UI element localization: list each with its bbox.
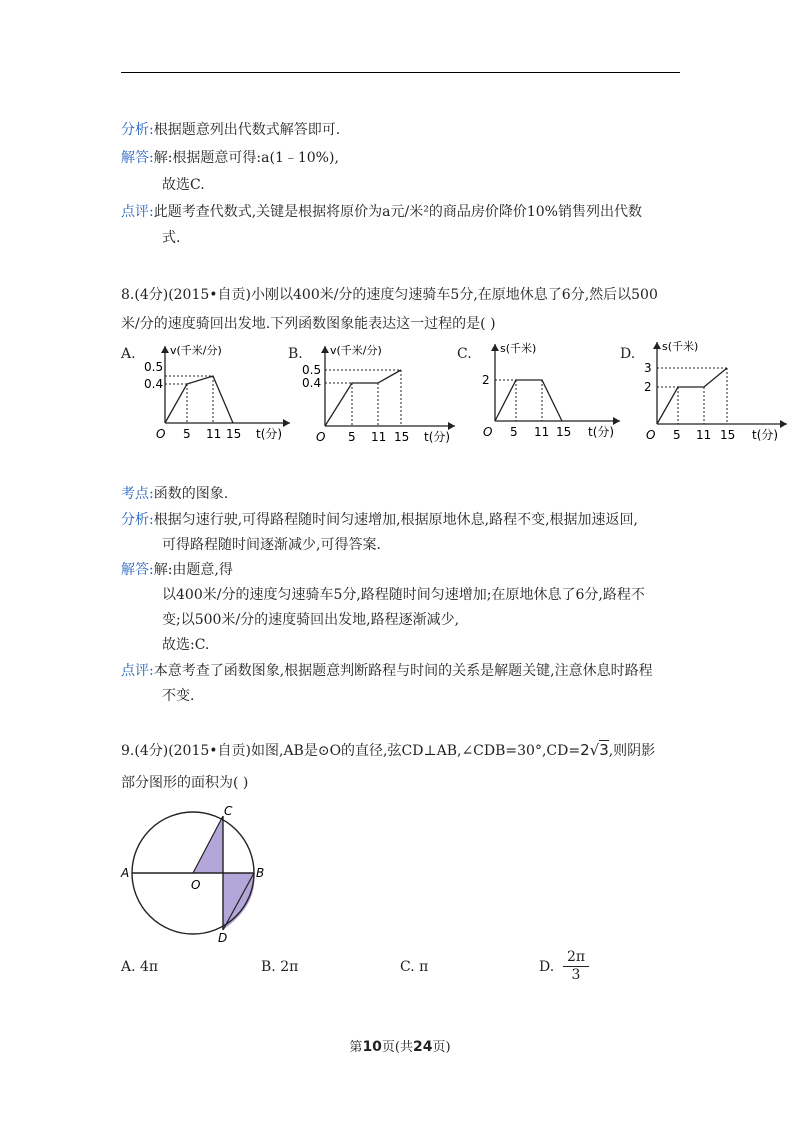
q8-option-a-letter: A. [121,346,136,362]
analysis-text: 根据匀速行驶,可得路程随时间匀速增加,根据原地休息,路程不变,根据加速返回, [153,512,638,528]
d-xtick-2: 11 [696,428,712,442]
q7-answer-choice: 故选C. [162,177,205,193]
c-xtick-3: 15 [556,425,572,439]
q8-option-d-graph [632,336,797,448]
footer-prefix: 第 [349,1040,363,1055]
q7-comment-line [121,202,642,222]
q8-stem-line-2: 米/分的速度骑回出发地.下列函数图象能表达这一过程的是( ) [121,316,496,332]
footer-total: 24 [413,1039,433,1055]
c-ylabel: s(千米) [500,342,537,355]
c-origin: O [483,425,493,439]
q8-answer-choice: 故选:C. [162,637,210,653]
b-ylabel: v(千米/分) [330,344,382,357]
b-xlabel: t(分) [424,430,451,444]
answer-text: 解:根据题意可得:a(1﹣10%), [153,150,339,166]
b-ytick-1: 0.5 [302,363,322,377]
q9-option-a-value: 4π [140,959,159,975]
answer-text: 解:由题意,得 [153,562,233,578]
a-ytick-2: 0.4 [144,377,164,391]
answer-label: 解答: [121,562,154,578]
point-text: 函数的图象. [153,486,229,502]
q9-option-c-value: π [419,959,429,975]
analysis-text: 根据题意列出代数式解答即可. [153,122,341,138]
a-xtick-1: 5 [183,427,191,441]
d-xtick-1: 5 [673,428,681,442]
a-xlabel: t(分) [256,427,283,441]
q7-comment-cont: 式. [162,230,181,246]
q9-option-c [400,957,428,977]
c-ytick-1: 2 [482,373,490,387]
sqrt-expression [580,740,609,759]
d-xlabel: t(分) [752,428,779,442]
q8-stem-line-1: 8.(4分)(2015•自贡)小刚以400米/分的速度匀速骑车5分,在原地休息了6分,然后以500 [121,287,658,303]
q8-analysis-line [121,510,638,530]
b-origin: O [316,430,326,444]
fraction-denominator: 3 [571,967,581,983]
q8-option-a-graph [140,338,300,448]
comment-label: 点评: [121,663,154,679]
footer-mid: 页(共 [381,1040,413,1055]
q8-option-c-graph [470,338,630,448]
a-xtick-2: 11 [206,427,222,441]
sqrt-coefficient: 2 [580,741,590,759]
point-label: 考点: [121,486,154,502]
q9-stem-line-1 [121,740,655,761]
q8-answer-line [121,560,233,580]
analysis-label: 分析: [121,512,154,528]
a-origin: O [156,427,166,441]
a-xtick-3: 15 [226,427,242,441]
comment-text: 此题考查代数式,关键是根据将原价为a元/米²的商品房价降价10%销售列出代数 [153,204,642,220]
b-xtick-3: 15 [394,430,410,444]
q8-analysis-cont: 可得路程随时间逐渐减少,可得答案. [162,537,381,553]
q9-option-b [261,957,298,977]
d-ylabel: s(千米) [662,340,699,353]
q8-option-d-letter: D. [620,346,636,362]
q9-option-a [121,957,158,977]
d-xtick-3: 15 [720,428,736,442]
q9-option-d-fraction [563,949,589,984]
q9-option-c-letter: C. [400,959,415,975]
q9-option-b-value: 2π [280,959,299,975]
label-a: A [121,866,130,880]
c-xlabel: t(分) [588,425,615,439]
a-ylabel: v(千米/分) [170,344,222,357]
q8-comment-line [121,661,653,681]
q8-point-line [121,484,228,504]
q7-answer-line [121,148,339,168]
q9-stem-text-a: 9.(4分)(2015•自贡)如图,AB是⊙O的直径,弦CD⊥AB,∠CDB=30°,CD= [121,743,581,759]
comment-label: 点评: [121,204,154,220]
q8-option-b-letter: B. [288,346,303,362]
label-c: C [224,804,233,818]
q8-answer-line-2: 以400米/分的速度匀速骑车5分,路程随时间匀速增加;在原地休息了6分,路程不 [162,587,645,603]
fraction-numerator: 2π [563,949,589,967]
sqrt-argument: 3 [599,741,609,759]
sqrt-icon: √ [589,741,600,759]
q8-option-b-graph [300,338,470,448]
d-ytick-2: 2 [644,380,652,394]
b-xtick-2: 11 [371,430,387,444]
a-ytick-1: 0.5 [144,360,164,374]
q8-option-c-letter: C. [457,346,472,362]
b-ytick-2: 0.4 [302,376,322,390]
q9-option-d [539,957,554,977]
c-xtick-1: 5 [510,425,518,439]
q9-option-b-letter: B. [261,959,276,975]
answer-label: 解答: [121,150,154,166]
q8-answer-line-3: 变;以500米/分的速度骑回出发地,路程逐渐减少, [162,612,460,628]
label-o: O [191,878,201,892]
q9-circle-figure [118,800,278,950]
q9-option-d-letter: D. [539,959,555,975]
label-d: D [218,931,228,945]
q9-stem-text-b: ,则阴影 [608,743,656,759]
q9-stem-line-2: 部分图形的面积为( ) [121,775,249,791]
q9-option-a-letter: A. [121,959,136,975]
footer-suffix: 页) [432,1040,451,1055]
c-xtick-2: 11 [534,425,550,439]
page-footer [0,1036,800,1055]
d-origin: O [646,428,656,442]
header-rule [121,72,680,73]
d-ytick-1: 3 [644,361,652,375]
q8-comment-cont: 不变. [162,688,195,704]
comment-text: 本意考查了函数图象,根据题意判断路程与时间的关系是解题关键,注意休息时路程 [153,663,653,679]
b-xtick-1: 5 [348,430,356,444]
q7-analysis-line [121,120,340,140]
label-b: B [256,866,265,880]
footer-page: 10 [362,1039,382,1055]
analysis-label: 分析: [121,122,154,138]
